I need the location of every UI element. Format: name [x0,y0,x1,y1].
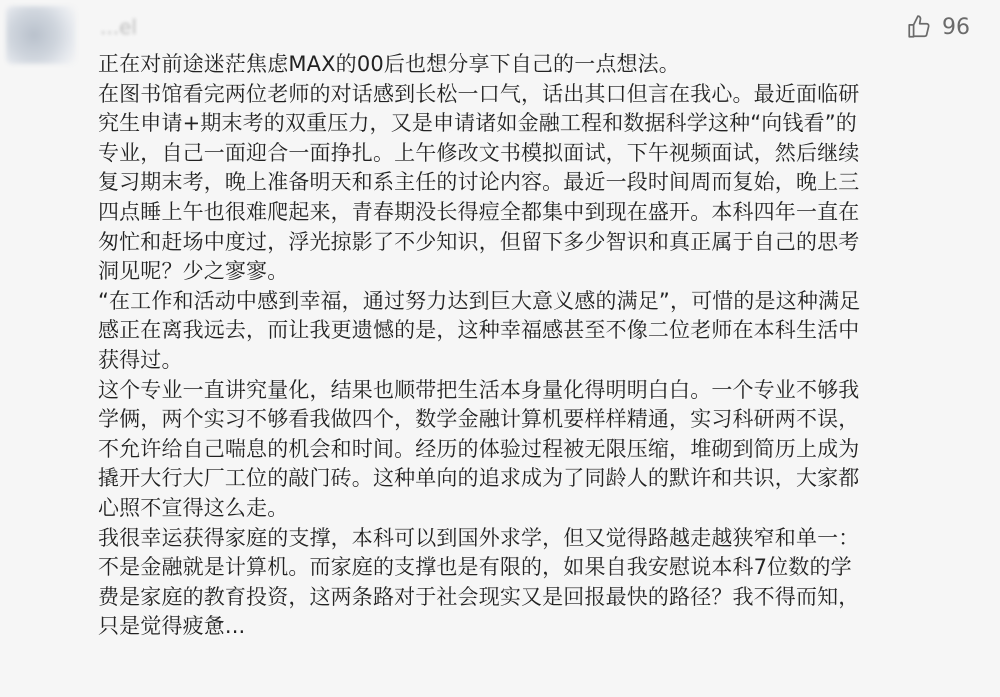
avatar[interactable] [6,6,76,64]
comment-paragraph: 在图书馆看完两位老师的对话感到长松一口气，话出其口但言在我心。最近面临研 究生申请+期末考的双重压力，又是申请诸如金融工程和数据科学这种“向钱看”的 专业，自己一面迎合一面挣扎。上午修改文书模拟面试，下午视频面试，然后继续 复习期末考，晚上准备明天和系主任的讨论内容。最近一段时间周而复始，晚上三 四点睡上午也很难爬起来，青春期没长得痘全都集中到现在盛开。本科四年一直在 匆忙和赶场中度过，浮光掠影了不少知识，但留下多少智识和真正属于自己的思考 洞见呢？少之寥寥。 [98,81,860,284]
comment-paragraph: 这个专业一直讲究量化，结果也顺带把生活本身量化得明明白白。一个专业不够我 学俩，两个实习不够看我做四个，数学金融计算机要样样精通，实习科研两不误， 不允许给自己喘息的机会和时间。经历的体验过程被无限压缩，堆砌到简历上成为 撬开大行大厂工位的敲门砖。这种单向的追求成为了同龄人的默许和共识，大家都 心照不宣得这么走。 [98,377,860,520]
comment-paragraph: 我很幸运获得家庭的支撑，本科可以到国外求学，但又觉得路越走越狭窄和单一： 不是金融就是计算机。而家庭的支撑也是有限的，如果自我安慰说本科7位数的学 费是家庭的教育投资，这两条路对于社会现实又是回报最快的路径？我不得而知， 只是觉得疲惫... [98,525,860,639]
thumbs-up-icon [906,14,932,40]
comment-paragraph: “在工作和活动中感到幸福，通过努力达到巨大意义感的满足”，可惜的是这种满足 感正在离我远去，而让我更遗憾的是，这种幸福感甚至不像二位老师在本科生活中 获得过。 [98,288,861,372]
like-count: 96 [942,14,970,40]
comment-body [98,50,978,642]
comment-author[interactable]: ...el [100,15,137,39]
comment-paragraph: 正在对前途迷茫焦虑MAX的00后也想分享下自己的一点想法。 [98,52,680,76]
like-button[interactable] [906,14,970,40]
